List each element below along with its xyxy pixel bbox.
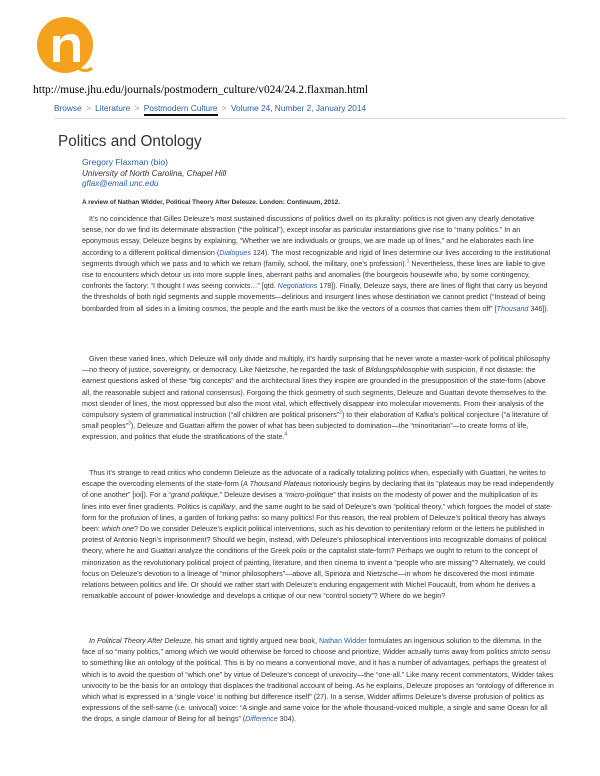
- footnote-link[interactable]: 3: [128, 420, 131, 427]
- citation-link[interactable]: Thousand: [496, 304, 529, 313]
- breadcrumb-separator: >: [221, 103, 227, 113]
- divider: [54, 118, 566, 119]
- breadcrumb-browse[interactable]: Browse: [54, 103, 82, 113]
- page-url: http://muse.jhu.edu/journals/postmodern_culture/v024/24.2.flaxman.html: [33, 84, 369, 96]
- footnote-link[interactable]: 2: [339, 409, 342, 416]
- breadcrumb-separator: >: [85, 103, 91, 113]
- author-name-link[interactable]: Nathan Widder: [318, 637, 367, 645]
- citation-link[interactable]: Negotiations: [277, 282, 318, 291]
- footnote-link[interactable]: 1: [406, 258, 410, 265]
- breadcrumb-issue[interactable]: Volume 24, Number 2, January 2014: [230, 103, 367, 113]
- breadcrumb: [54, 103, 366, 113]
- author-affiliation: University of North Carolina, Chapel Hill: [82, 169, 227, 178]
- author-link[interactable]: Gregory Flaxman (bio): [82, 157, 168, 167]
- article-title: Politics and Ontology: [58, 133, 202, 150]
- body-paragraph-1: It’s no coincidence that Gilles Deleuze’s most sustained discussions of politics dwell on its plurality: politics is not given any clearly denotative sense, nor do we find its determinate abstraction (“the political”), except insofar as particular instantiations give rise to “many politics.” In an eponymous essay, Deleuze begins by explaining, “Whether we are individuals or groups, we are made up of lines,” and he elaborates each line according to a different political dimension (Dialogues 124). The most recognizable and rigid of lines determine our lives according to the institutional segments through which we pass and to which we return (family, school, the military, one’s profession).$^1$ Nevertheless, these lines are liable to give rise to encounters which detour us into more supple lines, aberrant paths and anomalies (the bourgeois housewife who, by some contingency, confronts the factory: “I thought I was seeing convicts…” [qtd. Negotiations 178]). Finally, Deleuze says, there are lines of flight that carry us beyond the thresholds of both rigid segments and supple movements—delirious and insurgent lines whose destination we cannot predict (“Instead of being bombarded from all sides in a limiting cosmos, the people and the earth must be like the vectors of a cosmos that carries them off” [Thousand 346]).: [82, 215, 551, 313]
- breadcrumb-separator: >: [134, 103, 140, 113]
- body-paragraph-3: Thus it’s strange to read critics who condemn Deleuze as the advocate of a radically totalizing politics when, especially with Guattari, he writes to escape the overcoding elements of the state-form (A Thousand Plateaus notoriously begins by declaring that its “plateaus may be read independently of one another” [xx]). For a “grand politique,” Deleuze devises a “micro-politique” that insists on the modesty of power and the multiplication of its lines into ever finer gradients. Politics is capillary, and the same ought to be said of Deleuze’s own “political theory,” which forgoes the model of state-form for the profusion of lines, a garden of forking paths: so many politics! For this reason, the real problem of Deleuze’s political theory has always been: which one? Do we consider Deleuze’s explicit political interventions, such as his devotion to penitentiary reform or the letters he published in protest of Antonio Negri’s imprisonment? Should we begin, instead, with Deleuze’s philosophical interventions into recognizable domains of political theory, where he and Guattari analyze the conditions of the Greek polis or the capitalist state-form? Perhaps we ought to return to the concept of minorization as the revolutionary political project of painting, literature, and then cinema to invent a “people who are missing”? Alternately, we could focus on Deleuze’s devotion to a lineage of “minor philosophers”—above all, Spinoza and Nietzsche—in whom he discovered the most intimate relations between politics and life. Or should we rather start with Deleuze’s enduring engagement with Michel Foucault, from whom he derives a remarkable account of power-knowledge and develops a critique of our new “control society”? Where do we begin?: [82, 469, 554, 601]
- breadcrumb-literature[interactable]: Literature: [95, 103, 131, 113]
- body-paragraph-2: Given these varied lines, which Deleuze will only divide and multiply, it’s hardly surprising that he never wrote a master-work of political philosophy—no theory of justice, sovereignty, or democracy. Like Nietzsche, he regarded the task of Bildungsphilosophie with suspicion, if not distaste: the earnest questions asked of these “big concepts” and the architectural lines they inspire are grounded in the presupposition of the state-form (above all, the reasonable subject and rational consensus). Forgoing the thick geometry of such segments, Deleuze and Guattari devote themselves to the most slender of lines, the most oppressed but also the most vital, which effectively disappear into molecular movements. From their analysis of the compulsory system of grammatical instruction (“all children are political prisoners”$^2$) to their elaboration of Kafka’s political conjecture (“a literature of small peoples”$^3$), Deleuze and Guattari affirm the power of what has been subjected to domination—the “minoritarian”—to create forms of life, expression, and politics that elude the stratifications of the state.$^4$: [82, 355, 550, 442]
- review-citation: A review of Nathan Widder, Political Theory After Deleuze. London: Continuum, 2012.: [82, 199, 340, 206]
- body-paragraph-4: In Political Theory After Deleuze, his smart and tightly argued new book, Nathan Widder formulates an ingenious solution to the dilemma. In the face of so “many politics,” among which we would otherwise be forced to choose and prioritize, Widder actually turns away from politics stricto sensu to something like an ontology of the political. This is by no means a conventional move, and it has a number of advantages, perhaps the greatest of which is to avoid the question of “which one” by virtue of Deleuze’s concept of univocity—the “one-all.” Like many recent commentators, Widder takes univocity to be the basis for an ontology that displaces the traditional account of being. As he explains, Deleuze proposes an “ontology of difference in which what is expressed in a ‘single voice’ is nothing but difference itself” (27). In a sense, Widder affirms Deleuze’s diverse profusion of politics as expressions of the self-same (i.e. univocal) voice: “A single and same voice for the whole thousand-voiced multiple, a single and same Ocean for all the drops, a single clamour of Being for all beings” (Difference 304).: [82, 637, 554, 724]
- footnote-link[interactable]: 4: [284, 432, 288, 439]
- citation-link[interactable]: Difference: [245, 715, 278, 724]
- breadcrumb-journal[interactable]: Postmodern Culture: [144, 103, 218, 116]
- muse-logo-icon: [36, 16, 94, 78]
- author-email[interactable]: gflax@email.unc.edu: [82, 179, 159, 188]
- citation-link[interactable]: Dialogues: [219, 248, 251, 257]
